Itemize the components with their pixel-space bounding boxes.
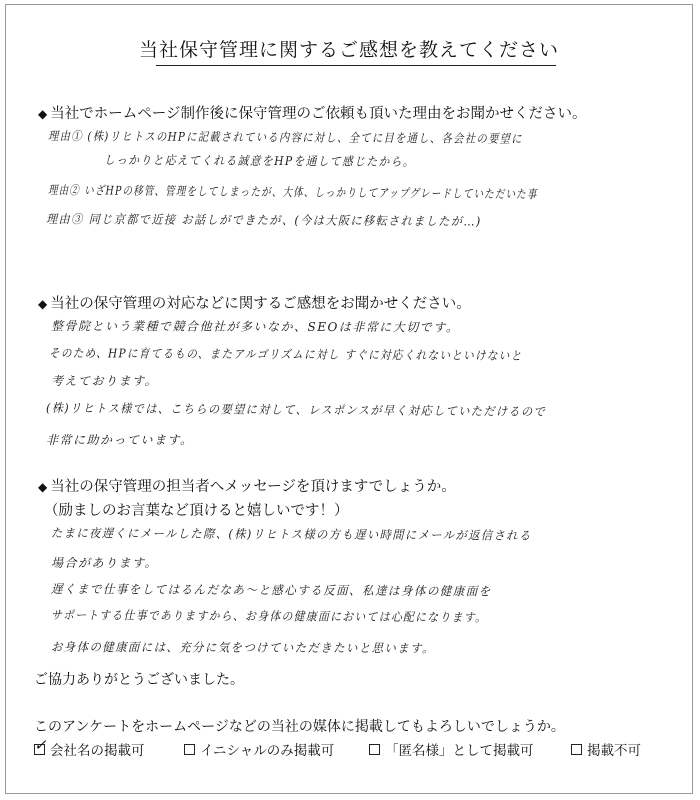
option-not-allowed-label: 掲載不可 bbox=[587, 743, 641, 759]
option-initials-only-label: イニシャルのみ掲載可 bbox=[200, 743, 335, 759]
page-title: 当社保守管理に関するご感想を教えてください bbox=[138, 39, 559, 61]
answer-1-line-3: 理由② いざHPの移管、管理をしてしまったが、大体、しっかりしてアップグレードしていただいた事 bbox=[47, 183, 538, 202]
question-3 bbox=[38, 475, 456, 496]
option-company-name[interactable] bbox=[34, 735, 145, 759]
answer-3-line-1: たまに夜遅くにメールした際、(株)リヒトス様の方も遅い時間にメールが返信される bbox=[50, 526, 532, 543]
checkbox-not-allowed[interactable] bbox=[571, 744, 582, 755]
answer-3-line-2: 場合があります。 bbox=[51, 556, 159, 570]
answer-2-line-5: 非常に助かっています。 bbox=[46, 433, 194, 447]
question-3-note: （励ましのお言葉など頂けると嬉しいです！） bbox=[44, 503, 349, 519]
check-mark-icon: ✓ bbox=[34, 735, 47, 754]
title-underline bbox=[156, 65, 556, 66]
checkbox-company-name[interactable] bbox=[34, 735, 47, 755]
diamond-bullet-icon: ◆ bbox=[38, 480, 48, 494]
diamond-bullet-icon: ◆ bbox=[38, 107, 48, 121]
option-not-allowed[interactable] bbox=[571, 739, 641, 759]
answer-1-line-1: 理由① (株)リヒトスのHPに記載されている内容に対し、全てに目を通し、各会社の要望に bbox=[47, 129, 523, 146]
answer-2-line-3: 考えております。 bbox=[51, 374, 159, 388]
question-1-text: 当社でホームページ制作後に保守管理のご依頼も頂いた理由をお聞かせください。 bbox=[50, 106, 587, 122]
answer-2-line-2: そのため、HPに育てるもの、またアルゴリズムに対し すぐに対応くれないといけないと bbox=[48, 346, 523, 363]
option-anonymous-label: 「匿名様」として掲載可 bbox=[385, 743, 534, 759]
question-3-text: 当社の保守管理の担当者へメッセージを頂けますでしょうか。 bbox=[50, 479, 456, 495]
survey-sheet bbox=[5, 4, 693, 794]
answer-3-line-4: サポートする仕事でありますから、お身体の健康面においては心配になります。 bbox=[50, 608, 488, 625]
answer-1-line-4: 理由③ 同じ京都で近接 お話しができたが、(今は大阪に移転されましたが…) bbox=[45, 212, 482, 229]
answer-3-line-3: 遅くまで仕事をしてはるんだなあ〜と感心する反面、私達は身体の健康面を bbox=[50, 582, 492, 599]
checkbox-anonymous[interactable] bbox=[369, 744, 380, 755]
answer-1-line-2: しっかりと応えてくれる誠意をHPを通して感じたから。 bbox=[103, 153, 416, 169]
option-anonymous[interactable] bbox=[369, 739, 534, 759]
thanks-text: ご協力ありがとうございました。 bbox=[34, 672, 244, 688]
option-company-name-label: 会社名の掲載可 bbox=[50, 743, 145, 759]
answer-2-line-1: 整骨院という業種で競合他社が多いなか、SEOは非常に大切です。 bbox=[50, 319, 460, 335]
option-initials-only[interactable] bbox=[184, 739, 334, 759]
question-2-text: 当社の保守管理の対応などに関するご感想をお聞かせください。 bbox=[50, 296, 471, 312]
checkbox-initials-only[interactable] bbox=[184, 744, 195, 755]
answer-3-line-5: お身体の健康面には、充分に気をつけていただきたいと思います。 bbox=[50, 640, 435, 656]
answer-2-line-4: (株)リヒトス様では、こちらの要望に対して、レスポンスが早く対応していただけるので bbox=[45, 401, 547, 419]
diamond-bullet-icon: ◆ bbox=[38, 297, 48, 311]
question-1 bbox=[38, 102, 586, 123]
publish-options bbox=[34, 735, 684, 759]
publish-question: このアンケートをホームページなどの当社の媒体に掲載してもよろしいでしょうか。 bbox=[34, 719, 565, 735]
question-2 bbox=[38, 292, 471, 313]
